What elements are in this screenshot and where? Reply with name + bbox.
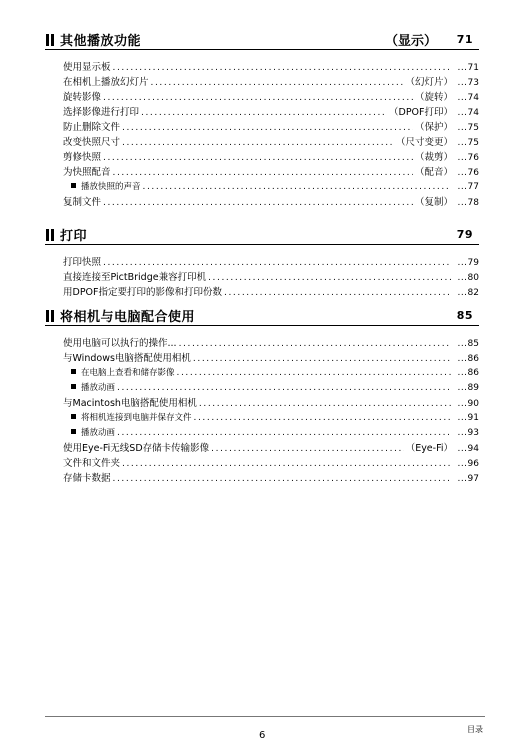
entry-page: ... 86 bbox=[453, 352, 479, 367]
toc-subentry[interactable] bbox=[63, 366, 479, 381]
toc-section-computer bbox=[45, 306, 479, 486]
entry-title: 将相机连接到电脑并保存文件 bbox=[81, 413, 192, 423]
dot-leader bbox=[122, 136, 394, 151]
entry-title: 直接连接至PictBridge兼容打印机 bbox=[63, 272, 207, 283]
entry-tag: （幻灯片） bbox=[405, 77, 453, 88]
entry-title: 旋转影像 bbox=[63, 92, 102, 103]
entry-title: 改变快照尺寸 bbox=[63, 137, 121, 148]
toc-entry[interactable] bbox=[63, 351, 479, 366]
entry-title: 播放动画 bbox=[81, 428, 116, 438]
toc-entry[interactable] bbox=[63, 285, 479, 300]
dot-leader bbox=[113, 472, 451, 487]
section-page-number[interactable]: 79 bbox=[456, 228, 473, 241]
toc-entry-list bbox=[45, 255, 479, 300]
toc-entry[interactable] bbox=[63, 441, 479, 456]
toc-entry[interactable] bbox=[63, 105, 479, 120]
entry-title: 为快照配音 bbox=[63, 167, 111, 178]
entry-page: ... 73 bbox=[453, 76, 479, 91]
entry-page: ... 77 bbox=[453, 180, 479, 195]
entry-tag: （Eye-Fi） bbox=[405, 443, 453, 454]
dot-leader bbox=[141, 106, 387, 121]
square-bullet-icon bbox=[71, 384, 76, 389]
square-bullet-icon bbox=[71, 414, 76, 419]
toc-entry[interactable] bbox=[63, 396, 479, 411]
section-title[interactable]: 打印 bbox=[60, 229, 88, 244]
section-title[interactable]: 其他播放功能 bbox=[60, 34, 142, 49]
toc-entry[interactable] bbox=[63, 471, 479, 486]
entry-title: 播放快照的声音 bbox=[81, 182, 141, 192]
entry-tag: （旋转） bbox=[414, 92, 453, 103]
entry-page: ... 76 bbox=[453, 151, 479, 166]
entry-page: ... 85 bbox=[453, 337, 479, 352]
entry-title: 选择影像进行打印 bbox=[63, 107, 140, 118]
dot-leader bbox=[193, 352, 451, 367]
entry-page: ... 76 bbox=[453, 166, 479, 181]
entry-page: ... 79 bbox=[453, 256, 479, 271]
footer-divider bbox=[45, 716, 485, 717]
entry-title: 文件和文件夹 bbox=[63, 458, 121, 469]
dot-leader bbox=[208, 271, 451, 286]
dot-leader bbox=[224, 286, 451, 301]
entry-tag: （保护） bbox=[414, 122, 453, 133]
toc-entry[interactable] bbox=[63, 165, 479, 180]
dot-leader bbox=[151, 76, 404, 91]
dot-leader bbox=[194, 411, 451, 426]
dot-leader bbox=[117, 381, 451, 396]
toc-subentry[interactable] bbox=[63, 381, 479, 396]
entry-page: ... 97 bbox=[453, 472, 479, 487]
section-marker-icon bbox=[46, 34, 54, 46]
toc-entry[interactable] bbox=[63, 195, 479, 210]
toc-entry[interactable] bbox=[63, 90, 479, 105]
entry-title: 与Windows电脑搭配使用相机 bbox=[63, 353, 191, 364]
entry-tag: （DPOF打印） bbox=[389, 107, 453, 118]
entry-title: 在相机上播放幻灯片 bbox=[63, 77, 149, 88]
dot-leader bbox=[211, 442, 404, 457]
dot-leader bbox=[122, 121, 413, 136]
entry-page: ... 80 bbox=[453, 271, 479, 286]
entry-page: ... 82 bbox=[453, 286, 479, 301]
toc-entry[interactable] bbox=[63, 150, 479, 165]
toc-entry[interactable] bbox=[63, 135, 479, 150]
square-bullet-icon bbox=[71, 429, 76, 434]
entry-title: 剪修快照 bbox=[63, 152, 102, 163]
dot-leader bbox=[122, 457, 451, 472]
toc-section-printing bbox=[45, 225, 479, 300]
entry-page: ... 74 bbox=[453, 91, 479, 106]
entry-tag: （尺寸变更） bbox=[395, 137, 453, 148]
entry-title: 防止删除文件 bbox=[63, 122, 121, 133]
entry-title: 使用显示板 bbox=[63, 62, 111, 73]
entry-title: 存储卡数据 bbox=[63, 473, 111, 484]
dot-leader bbox=[117, 426, 451, 441]
dot-leader bbox=[113, 166, 413, 181]
entry-page: ... 75 bbox=[453, 136, 479, 151]
entry-title: 复制文件 bbox=[63, 197, 102, 208]
entry-title: 播放动画 bbox=[81, 383, 116, 393]
entry-title: 使用电脑可以执行的操作... bbox=[63, 338, 177, 349]
toc-section-other-playback bbox=[45, 30, 479, 210]
dot-leader bbox=[103, 196, 413, 211]
dot-leader bbox=[113, 61, 451, 76]
section-header bbox=[45, 30, 479, 50]
toc-entry[interactable] bbox=[63, 120, 479, 135]
entry-page: ... 96 bbox=[453, 457, 479, 472]
entry-page: ... 89 bbox=[453, 381, 479, 396]
toc-entry[interactable] bbox=[63, 336, 479, 351]
entry-page: ... 91 bbox=[453, 411, 479, 426]
toc-entry-list bbox=[45, 336, 479, 486]
section-marker-icon bbox=[46, 310, 54, 322]
toc-entry[interactable] bbox=[63, 456, 479, 471]
dot-leader bbox=[103, 91, 413, 106]
dot-leader bbox=[179, 337, 451, 352]
section-subtitle: （显示） bbox=[384, 34, 437, 49]
dot-leader bbox=[177, 366, 451, 381]
footer-page-number: 6 bbox=[259, 730, 266, 741]
entry-tag: （配音） bbox=[414, 167, 453, 178]
toc-entry-list bbox=[45, 60, 479, 210]
square-bullet-icon bbox=[71, 183, 76, 188]
dot-leader bbox=[103, 256, 451, 271]
entry-page: ... 78 bbox=[453, 196, 479, 211]
section-header bbox=[45, 225, 479, 245]
toc-entry[interactable] bbox=[63, 270, 479, 285]
entry-tag: （复制） bbox=[414, 197, 453, 208]
entry-title: 与Macintosh电脑搭配使用相机 bbox=[63, 398, 197, 409]
section-title[interactable]: 将相机与电脑配合使用 bbox=[60, 310, 196, 325]
section-header bbox=[45, 306, 479, 326]
toc-entry[interactable] bbox=[63, 60, 479, 75]
toc-subentry[interactable] bbox=[63, 411, 479, 426]
entry-title: 在电脑上查看和储存影像 bbox=[81, 368, 175, 378]
footer-toc-label[interactable]: 目录 bbox=[467, 725, 483, 734]
entry-title: 使用Eye-Fi无线SD存储卡传输影像 bbox=[63, 443, 210, 454]
section-marker-icon bbox=[46, 229, 54, 241]
entry-page: ... 93 bbox=[453, 426, 479, 441]
entry-page: ... 71 bbox=[453, 61, 479, 76]
entry-page: ... 86 bbox=[453, 366, 479, 381]
dot-leader bbox=[103, 151, 413, 166]
section-page-number[interactable]: 71 bbox=[456, 33, 473, 46]
dot-leader bbox=[199, 397, 451, 412]
toc-entry[interactable] bbox=[63, 75, 479, 90]
entry-title: 用DPOF指定要打印的影像和打印份数 bbox=[63, 287, 222, 298]
section-page-number[interactable]: 85 bbox=[456, 309, 473, 322]
toc-entry[interactable] bbox=[63, 255, 479, 270]
dot-leader bbox=[143, 180, 451, 195]
entry-title: 打印快照 bbox=[63, 257, 102, 268]
entry-page: ... 90 bbox=[453, 397, 479, 412]
square-bullet-icon bbox=[71, 369, 76, 374]
toc-subentry[interactable] bbox=[63, 180, 479, 195]
entry-tag: （裁剪） bbox=[414, 152, 453, 163]
entry-page: ... 75 bbox=[453, 121, 479, 136]
entry-page: ... 94 bbox=[453, 442, 479, 457]
entry-page: ... 74 bbox=[453, 106, 479, 121]
toc-subentry[interactable] bbox=[63, 426, 479, 441]
